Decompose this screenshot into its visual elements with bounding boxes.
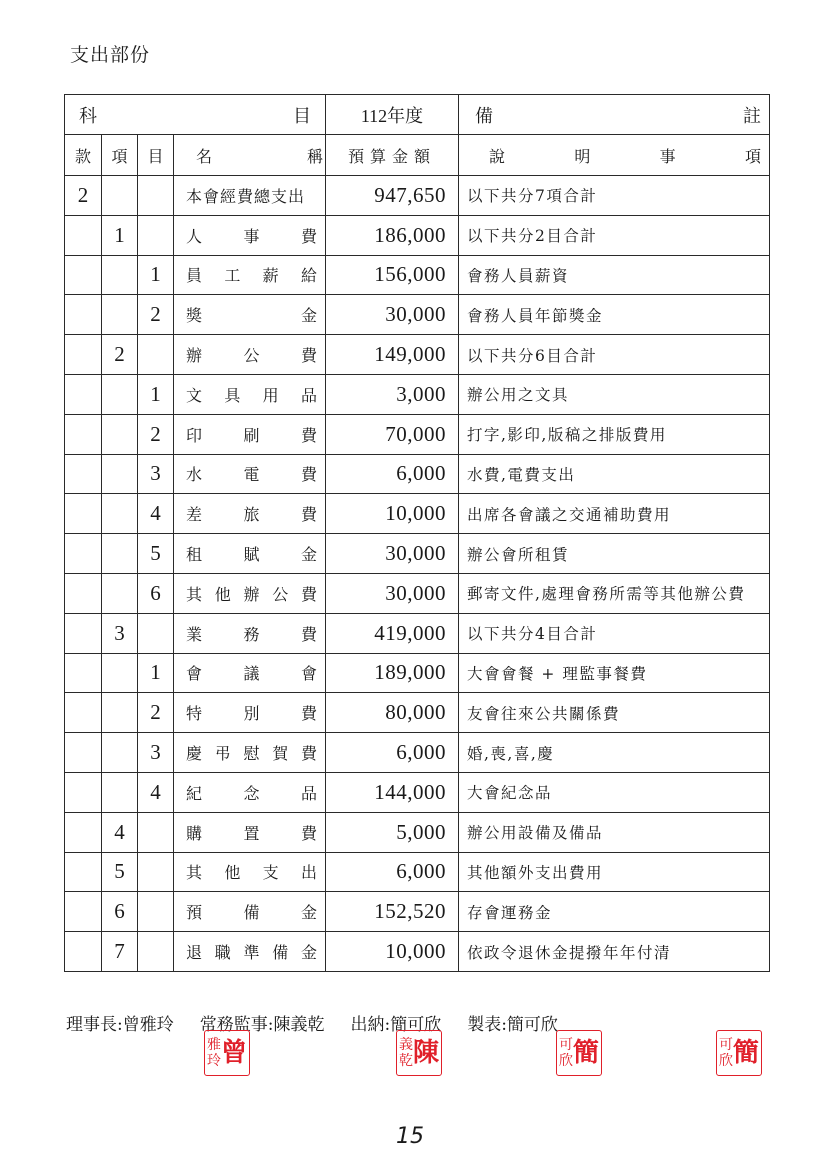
cell-name xyxy=(174,494,326,534)
cell-mu xyxy=(138,852,174,892)
cell-mu: 3 xyxy=(138,733,174,773)
cell-name xyxy=(174,454,326,494)
header-xiang: 項 xyxy=(102,135,138,176)
table-row xyxy=(65,534,770,574)
header-budget: 預算金額 xyxy=(326,135,459,176)
cell-mu: 1 xyxy=(138,255,174,295)
header-description xyxy=(459,135,770,176)
cell-amount: 149,000 xyxy=(326,335,459,375)
table-row xyxy=(65,255,770,295)
item-name: 本會經費總支出 xyxy=(186,186,306,206)
cell-mu xyxy=(138,176,174,216)
cell-note: 其他額外支出費用 xyxy=(459,852,770,892)
item-name-char: 其 xyxy=(186,863,203,883)
item-name-char: 購 xyxy=(186,823,203,843)
item-name-char: 事 xyxy=(243,226,260,246)
cell-xiang: 2 xyxy=(102,335,138,375)
item-name-char: 支 xyxy=(262,863,279,883)
item-name-char: 金 xyxy=(300,545,317,565)
item-name-char: 薪 xyxy=(262,266,279,286)
cell-amount: 5,000 xyxy=(326,812,459,852)
item-name xyxy=(186,343,317,366)
item-name-char: 公 xyxy=(243,346,260,366)
seal-surname: 簡 xyxy=(573,1037,600,1068)
cell-mu: 4 xyxy=(138,494,174,534)
header-row-1 xyxy=(65,95,770,135)
cell-kuan xyxy=(65,494,102,534)
item-name-char: 會 xyxy=(300,664,317,684)
cell-kuan xyxy=(65,414,102,454)
table-row xyxy=(65,176,770,216)
table-body xyxy=(65,176,770,972)
cell-amount: 10,000 xyxy=(326,494,459,534)
cell-kuan xyxy=(65,653,102,693)
item-name xyxy=(186,582,317,605)
cell-mu: 1 xyxy=(138,653,174,693)
cell-xiang xyxy=(102,295,138,335)
cell-kuan xyxy=(65,852,102,892)
cell-xiang xyxy=(102,693,138,733)
cell-kuan: 2 xyxy=(65,176,102,216)
table-row xyxy=(65,454,770,494)
cell-kuan xyxy=(65,613,102,653)
cell-mu: 2 xyxy=(138,295,174,335)
cell-note: 打字,影印,版稿之排版費用 xyxy=(459,414,770,454)
seal-char: 可 xyxy=(559,1037,573,1053)
cell-xiang xyxy=(102,414,138,454)
header-desc-4: 項 xyxy=(744,146,761,166)
cell-note: 辦公用之文具 xyxy=(459,374,770,414)
item-name-char: 電 xyxy=(243,465,260,485)
cell-amount: 144,000 xyxy=(326,772,459,812)
cell-name xyxy=(174,932,326,972)
table-row xyxy=(65,414,770,454)
cell-xiang: 5 xyxy=(102,852,138,892)
table-row xyxy=(65,335,770,375)
cell-mu: 3 xyxy=(138,454,174,494)
cell-amount: 3,000 xyxy=(326,374,459,414)
cell-note: 辦公用設備及備品 xyxy=(459,812,770,852)
cell-kuan xyxy=(65,573,102,613)
item-name-char: 別 xyxy=(243,704,260,724)
cell-amount: 30,000 xyxy=(326,295,459,335)
table-row xyxy=(65,852,770,892)
cell-name xyxy=(174,852,326,892)
item-name xyxy=(186,423,317,446)
seal-given-name xyxy=(717,1038,733,1068)
header-year: 112年度 xyxy=(326,95,459,135)
item-name-char: 員 xyxy=(186,266,203,286)
cell-name xyxy=(174,255,326,295)
item-name-char: 辦 xyxy=(186,346,203,366)
header-kuan: 款 xyxy=(65,135,102,176)
cell-note: 大會紀念品 xyxy=(459,772,770,812)
seal-surname: 簡 xyxy=(733,1037,760,1068)
cell-kuan xyxy=(65,215,102,255)
header-name-left: 名 xyxy=(196,146,213,166)
cell-note: 會務人員年節獎金 xyxy=(459,295,770,335)
item-name xyxy=(186,263,317,286)
header-subject-right: 目 xyxy=(293,105,311,127)
item-name-char: 置 xyxy=(243,823,260,843)
header-desc-2: 明 xyxy=(574,146,591,166)
table-row xyxy=(65,295,770,335)
seal-surname: 陳 xyxy=(413,1037,440,1068)
cell-mu xyxy=(138,932,174,972)
item-name xyxy=(186,701,317,724)
item-name-char: 賀 xyxy=(272,744,289,764)
cell-kuan xyxy=(65,733,102,773)
table-row xyxy=(65,494,770,534)
cell-note: 以下共分7項合計 xyxy=(459,176,770,216)
item-name-char: 品 xyxy=(300,783,317,803)
cell-mu xyxy=(138,215,174,255)
item-name-char: 金 xyxy=(300,943,317,963)
cell-xiang: 6 xyxy=(102,892,138,932)
table-row xyxy=(65,733,770,773)
table-row xyxy=(65,812,770,852)
cell-amount: 6,000 xyxy=(326,852,459,892)
item-name xyxy=(186,661,317,684)
cell-note: 出席各會議之交通補助費用 xyxy=(459,494,770,534)
item-name-char: 費 xyxy=(300,505,317,525)
cell-amount: 30,000 xyxy=(326,573,459,613)
cell-amount: 186,000 xyxy=(326,215,459,255)
item-name xyxy=(186,462,317,485)
cell-xiang: 4 xyxy=(102,812,138,852)
cell-mu: 5 xyxy=(138,534,174,574)
seal-char: 義 xyxy=(399,1037,413,1053)
header-desc-1: 說 xyxy=(489,146,506,166)
item-name-char: 差 xyxy=(186,505,203,525)
cell-kuan xyxy=(65,534,102,574)
item-name-char: 會 xyxy=(186,664,203,684)
item-name xyxy=(186,741,317,764)
item-name-char: 退 xyxy=(186,943,203,963)
header-subject-left: 科 xyxy=(79,105,97,127)
cell-xiang xyxy=(102,255,138,295)
header-notes xyxy=(459,95,770,135)
cell-note: 以下共分6目合計 xyxy=(459,335,770,375)
item-name xyxy=(186,781,317,804)
cell-note: 以下共分4目合計 xyxy=(459,613,770,653)
seal-stamp xyxy=(396,1030,442,1076)
item-name-char: 金 xyxy=(300,306,317,326)
cell-mu: 2 xyxy=(138,414,174,454)
header-subject xyxy=(65,95,326,135)
item-name-char: 給 xyxy=(300,266,317,286)
item-name xyxy=(186,821,317,844)
cell-xiang xyxy=(102,573,138,613)
item-name-char: 辦 xyxy=(243,584,260,604)
cell-amount: 80,000 xyxy=(326,693,459,733)
item-name-char: 刷 xyxy=(243,425,260,445)
cell-note: 辦公會所租賃 xyxy=(459,534,770,574)
cell-note: 水費,電費支出 xyxy=(459,454,770,494)
item-name xyxy=(186,940,317,963)
cell-name xyxy=(174,176,326,216)
cell-amount: 947,650 xyxy=(326,176,459,216)
cell-note: 大會會餐 + 理監事餐費 xyxy=(459,653,770,693)
header-name xyxy=(174,135,326,176)
cell-mu: 6 xyxy=(138,573,174,613)
table-row xyxy=(65,772,770,812)
signature-label: 理事長:曾雅玲 xyxy=(66,1015,174,1035)
item-name-char: 費 xyxy=(300,744,317,764)
cell-kuan xyxy=(65,295,102,335)
item-name-char: 特 xyxy=(186,704,203,724)
cell-kuan xyxy=(65,932,102,972)
table-row xyxy=(65,892,770,932)
cell-kuan xyxy=(65,335,102,375)
cell-name xyxy=(174,892,326,932)
table-row xyxy=(65,653,770,693)
item-name-char: 費 xyxy=(300,226,317,246)
item-name-char: 備 xyxy=(272,943,289,963)
cell-mu xyxy=(138,812,174,852)
cell-xiang xyxy=(102,374,138,414)
item-name xyxy=(186,502,317,525)
cell-mu xyxy=(138,335,174,375)
item-name-char: 慰 xyxy=(243,744,260,764)
item-name-char: 他 xyxy=(224,863,241,883)
cell-name xyxy=(174,733,326,773)
cell-amount: 30,000 xyxy=(326,534,459,574)
cell-name xyxy=(174,812,326,852)
signature-line xyxy=(66,1010,584,1035)
header-name-right: 稱 xyxy=(306,146,323,166)
cell-amount: 70,000 xyxy=(326,414,459,454)
signature-label: 製表:簡可欣 xyxy=(467,1015,558,1035)
item-name xyxy=(186,303,317,326)
item-name-char: 工 xyxy=(224,266,241,286)
cell-amount: 6,000 xyxy=(326,454,459,494)
seal-given-name xyxy=(397,1038,413,1068)
header-mu: 目 xyxy=(138,135,174,176)
seal-char: 欣 xyxy=(719,1053,733,1069)
item-name-char: 人 xyxy=(186,226,203,246)
cell-note: 會務人員薪資 xyxy=(459,255,770,295)
item-name-char: 費 xyxy=(300,465,317,485)
cell-xiang: 3 xyxy=(102,613,138,653)
item-name-char: 費 xyxy=(300,584,317,604)
item-name-char: 紀 xyxy=(186,783,203,803)
cell-name xyxy=(174,653,326,693)
item-name-char: 職 xyxy=(214,943,231,963)
cell-xiang xyxy=(102,494,138,534)
cell-kuan xyxy=(65,812,102,852)
table-row xyxy=(65,215,770,255)
page-heading: 支出部份 xyxy=(70,44,151,66)
signature-label: 出納:簡可欣 xyxy=(350,1015,442,1035)
cell-amount: 189,000 xyxy=(326,653,459,693)
item-name-char: 租 xyxy=(186,545,203,565)
seal-char: 欣 xyxy=(559,1053,573,1069)
item-name-char: 預 xyxy=(186,903,203,923)
header-row-2 xyxy=(65,135,770,176)
cell-amount: 156,000 xyxy=(326,255,459,295)
item-name-char: 具 xyxy=(224,385,241,405)
cell-xiang xyxy=(102,534,138,574)
table-row xyxy=(65,613,770,653)
cell-kuan xyxy=(65,772,102,812)
item-name-char: 念 xyxy=(243,783,260,803)
item-name-char: 費 xyxy=(300,346,317,366)
cell-note: 友會往來公共關係費 xyxy=(459,693,770,733)
cell-name xyxy=(174,534,326,574)
cell-note: 依政令退休金提撥年年付清 xyxy=(459,932,770,972)
item-name xyxy=(186,860,317,883)
table-row xyxy=(65,693,770,733)
cell-name xyxy=(174,573,326,613)
item-name-char: 他 xyxy=(214,584,231,604)
seal-stamp xyxy=(716,1030,762,1076)
cell-amount: 419,000 xyxy=(326,613,459,653)
seal-char: 乾 xyxy=(399,1053,413,1069)
cell-name xyxy=(174,374,326,414)
cell-xiang: 1 xyxy=(102,215,138,255)
item-name xyxy=(186,622,317,645)
seal-char: 可 xyxy=(719,1037,733,1053)
cell-mu: 1 xyxy=(138,374,174,414)
item-name xyxy=(186,224,317,247)
cell-name xyxy=(174,335,326,375)
item-name-char: 費 xyxy=(300,425,317,445)
item-name-char: 準 xyxy=(243,943,260,963)
item-name-char: 用 xyxy=(262,385,279,405)
item-name-char: 出 xyxy=(300,863,317,883)
cell-kuan xyxy=(65,454,102,494)
cell-amount: 152,520 xyxy=(326,892,459,932)
cell-name xyxy=(174,772,326,812)
cell-kuan xyxy=(65,374,102,414)
item-name-char: 品 xyxy=(300,385,317,405)
cell-mu xyxy=(138,892,174,932)
cell-name xyxy=(174,613,326,653)
item-name xyxy=(186,900,317,923)
cell-mu: 2 xyxy=(138,693,174,733)
expenditure-table xyxy=(64,94,770,972)
header-notes-right: 註 xyxy=(743,105,761,127)
item-name-char: 務 xyxy=(243,624,260,644)
item-name xyxy=(186,542,317,565)
seal-stamp xyxy=(204,1030,250,1076)
item-name-char: 弔 xyxy=(214,744,231,764)
item-name-char: 費 xyxy=(300,704,317,724)
cell-xiang xyxy=(102,733,138,773)
table-row xyxy=(65,374,770,414)
item-name xyxy=(186,383,317,406)
item-name-char: 公 xyxy=(272,584,289,604)
cell-note: 婚,喪,喜,慶 xyxy=(459,733,770,773)
item-name-char: 金 xyxy=(300,903,317,923)
header-desc-3: 事 xyxy=(659,146,676,166)
cell-note: 存會運務金 xyxy=(459,892,770,932)
seal-given-name xyxy=(557,1038,573,1068)
seal-char: 玲 xyxy=(207,1053,221,1069)
header-notes-left: 備 xyxy=(475,105,493,127)
cell-note: 以下共分2目合計 xyxy=(459,215,770,255)
cell-xiang: 7 xyxy=(102,932,138,972)
table-row xyxy=(65,573,770,613)
cell-name xyxy=(174,215,326,255)
cell-name xyxy=(174,295,326,335)
item-name-char: 備 xyxy=(243,903,260,923)
item-name-char: 水 xyxy=(186,465,203,485)
seal-stamp xyxy=(556,1030,602,1076)
cell-xiang xyxy=(102,176,138,216)
item-name-char: 印 xyxy=(186,425,203,445)
item-name-char: 獎 xyxy=(186,306,203,326)
cell-amount: 10,000 xyxy=(326,932,459,972)
cell-name xyxy=(174,414,326,454)
cell-mu xyxy=(138,613,174,653)
cell-xiang xyxy=(102,454,138,494)
item-name-char: 慶 xyxy=(186,744,203,764)
item-name-char: 費 xyxy=(300,823,317,843)
seal-given-name xyxy=(205,1038,221,1068)
cell-amount: 6,000 xyxy=(326,733,459,773)
cell-xiang xyxy=(102,653,138,693)
item-name-char: 其 xyxy=(186,584,203,604)
item-name-char: 業 xyxy=(186,624,203,644)
seal-char: 雅 xyxy=(207,1037,221,1053)
item-name-char: 費 xyxy=(300,624,317,644)
page-number: 15 xyxy=(396,1124,424,1149)
cell-kuan xyxy=(65,693,102,733)
item-name-char: 文 xyxy=(186,385,203,405)
cell-note: 郵寄文件,處理會務所需等其他辦公費 xyxy=(459,573,770,613)
cell-mu: 4 xyxy=(138,772,174,812)
signature-label: 常務監事:陳義乾 xyxy=(199,1015,325,1035)
item-name-char: 賦 xyxy=(243,545,260,565)
cell-xiang xyxy=(102,772,138,812)
table-row xyxy=(65,932,770,972)
seal-surname: 曾 xyxy=(221,1037,248,1068)
item-name-char: 議 xyxy=(243,664,260,684)
cell-kuan xyxy=(65,255,102,295)
cell-name xyxy=(174,693,326,733)
item-name-char: 旅 xyxy=(243,505,260,525)
cell-kuan xyxy=(65,892,102,932)
